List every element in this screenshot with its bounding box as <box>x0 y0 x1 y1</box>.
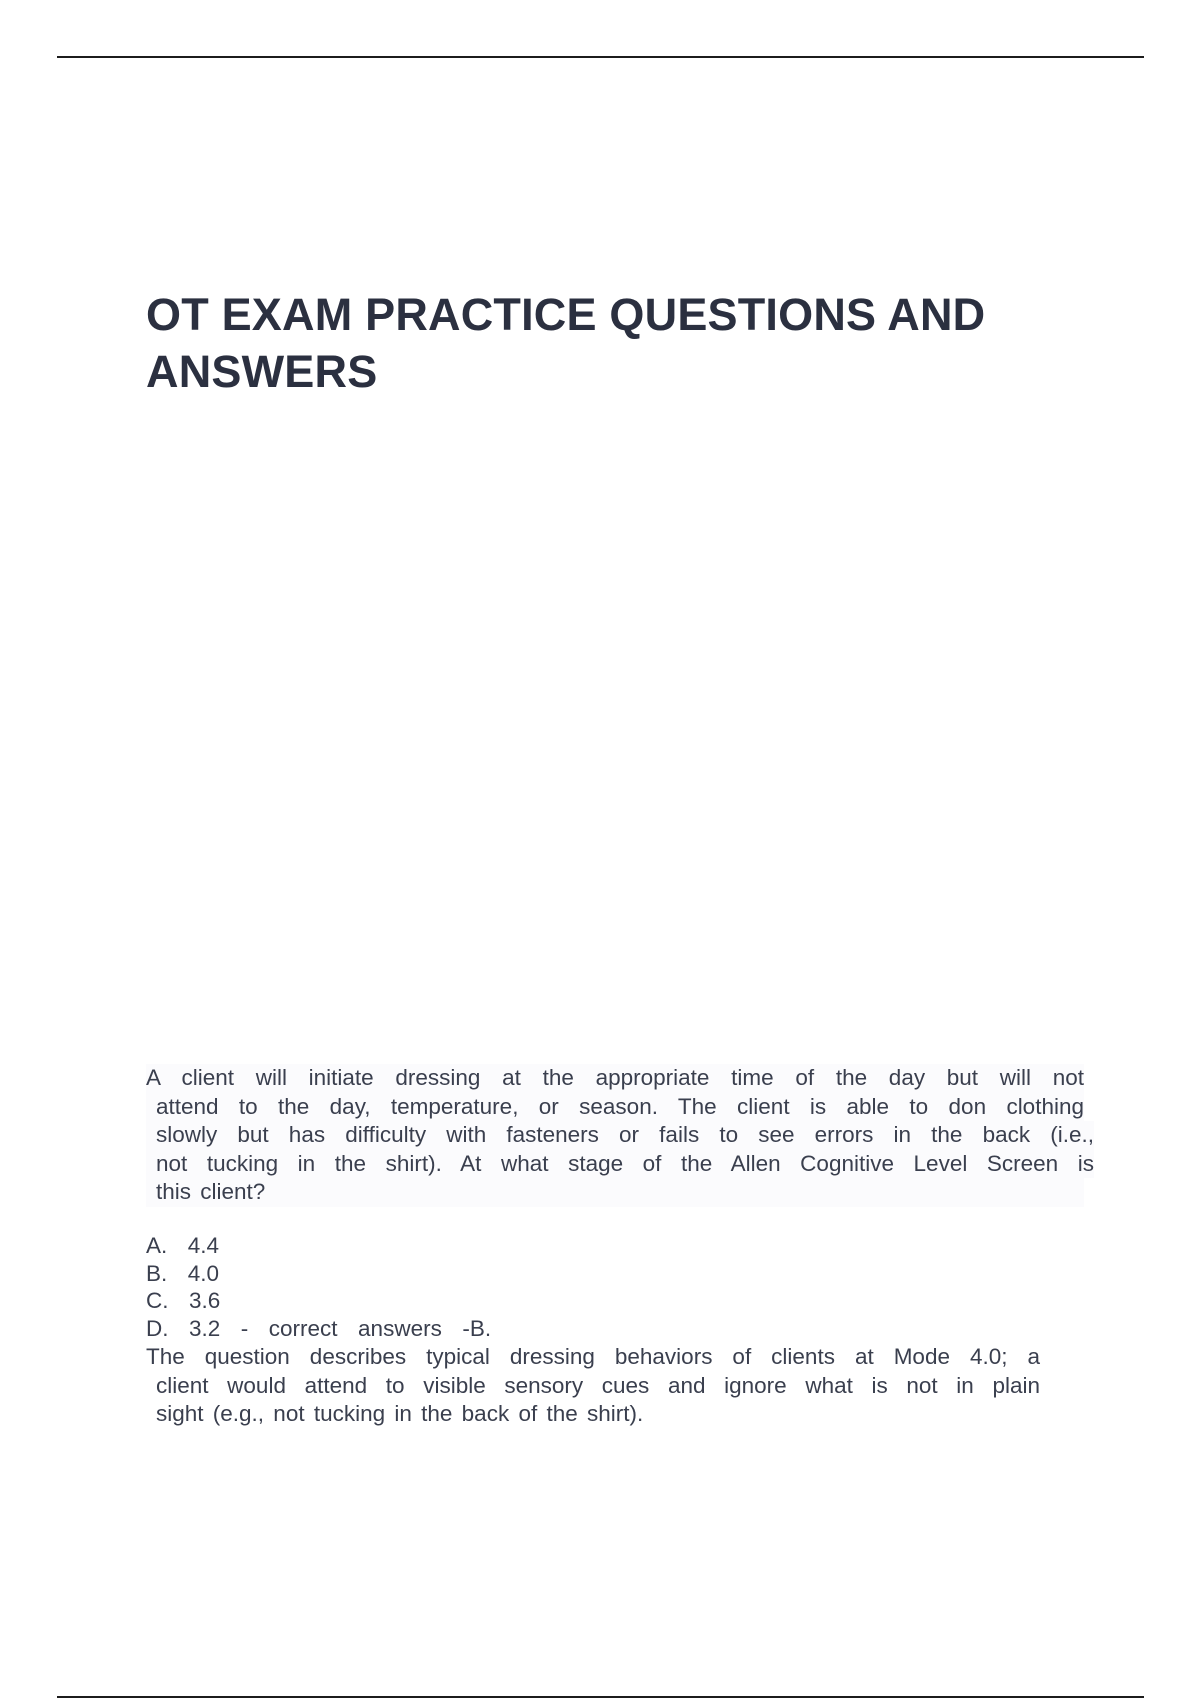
bottom-rule <box>57 1696 1144 1698</box>
top-rule <box>57 56 1144 58</box>
option-d-with-answer: D. 3.2 - correct answers -B. <box>146 1315 492 1341</box>
explanation-line: The question describes typical dressing behaviors of clients at Mode 4.0; a <box>146 1344 1040 1369</box>
question-line: this client? <box>146 1178 1084 1207</box>
option-c: C. 3.6 <box>146 1288 221 1313</box>
title-line-1: OT EXAM PRACTICE QUESTIONS AND <box>146 289 986 340</box>
option-b: B. 4.0 <box>146 1260 220 1286</box>
document-title <box>146 286 1106 400</box>
question-text <box>146 1064 1094 1207</box>
question-line: not tucking in the shirt). At what stage of the Allen Cognitive Level Screen is <box>146 1150 1094 1179</box>
answer-explanation <box>146 1343 1040 1429</box>
explanation-line: client would attend to visible sensory cues and ignore what is not in plain <box>156 1372 1040 1398</box>
question-line: slowly but has difficulty with fasteners or fails to see errors in the back (i.e., <box>146 1121 1094 1150</box>
option-a: A. 4.4 <box>146 1233 220 1258</box>
title-line-2: ANSWERS <box>146 346 378 397</box>
answer-options <box>146 1232 491 1342</box>
question-line: attend to the day, temperature, or season. The client is able to don clothing <box>146 1093 1084 1122</box>
explanation-line: sight (e.g., not tucking in the back of the shirt). <box>156 1401 644 1426</box>
question-line: A client will initiate dressing at the appropriate time of the day but will not <box>146 1064 1084 1093</box>
